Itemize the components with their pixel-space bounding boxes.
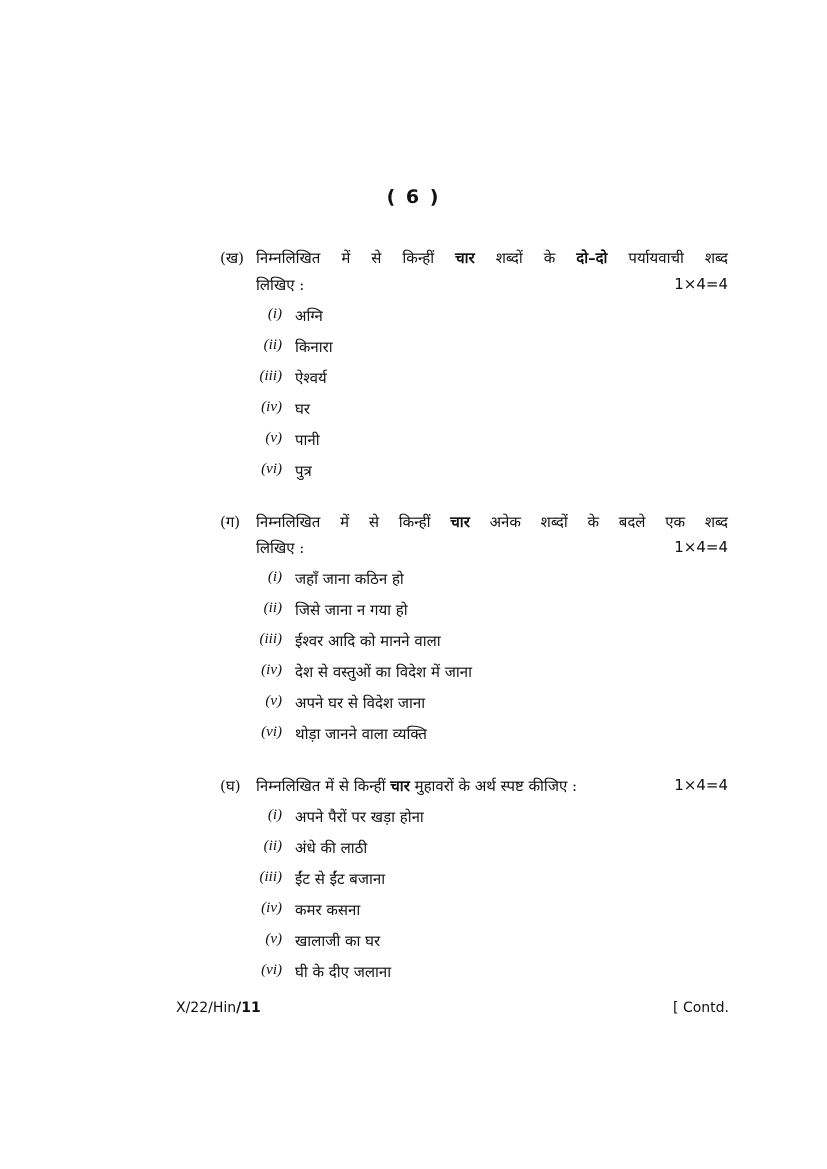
list-item: घर bbox=[295, 400, 311, 418]
question-label-gha: (घ) bbox=[220, 777, 241, 795]
question-text-part: निम्नलिखित में से किन्हीं bbox=[256, 249, 456, 267]
question-text-ga bbox=[256, 512, 728, 532]
item-number: (iii) bbox=[259, 631, 282, 647]
item-number: (vi) bbox=[261, 962, 282, 978]
paper-code-suffix: /11 bbox=[236, 1000, 261, 1016]
item-number: (ii) bbox=[263, 337, 282, 353]
item-number: (vi) bbox=[261, 724, 282, 740]
item-number: (i) bbox=[267, 807, 282, 823]
item-number: (iv) bbox=[261, 662, 282, 678]
question-text-bold: दो–दो bbox=[576, 249, 608, 267]
marks-gha: 1×4=4 bbox=[674, 776, 728, 794]
paper-code-prefix: X/22/Hin bbox=[176, 1000, 237, 1016]
question-text-part: शब्दों के bbox=[474, 249, 577, 267]
marks-ga: 1×4=4 bbox=[674, 538, 728, 556]
list-item: ईश्वर आदि को मानने वाला bbox=[295, 632, 441, 650]
question-label-ga: (ग) bbox=[220, 513, 241, 531]
page-number: ( 6 ) bbox=[386, 186, 441, 208]
question-text-bold: चार bbox=[455, 249, 475, 267]
question-text-part: मुहावरों के अर्थ स्पष्ट कीजिए : bbox=[409, 777, 578, 795]
list-item: अपने घर से विदेश जाना bbox=[295, 694, 426, 712]
item-number: (i) bbox=[267, 569, 282, 585]
list-item: खालाजी का घर bbox=[295, 932, 381, 950]
contd-label: [ Contd. bbox=[673, 1000, 729, 1016]
question-text-part: निम्नलिखित में से किन्हीं bbox=[256, 777, 391, 795]
question-text-part: पर्यायवाची शब्द bbox=[607, 249, 729, 267]
list-item: ईंट से ईंट बजाना bbox=[295, 870, 386, 888]
list-item: अपने पैरों पर खड़ा होना bbox=[295, 808, 424, 826]
item-number: (ii) bbox=[263, 838, 282, 854]
item-number: (v) bbox=[265, 430, 282, 446]
list-item: पुत्र bbox=[295, 462, 312, 480]
list-item: जहाँ जाना कठिन हो bbox=[295, 570, 404, 588]
paper-code bbox=[176, 1000, 261, 1016]
item-number: (i) bbox=[267, 306, 282, 322]
question-text-bold: चार bbox=[390, 777, 410, 795]
item-number: (v) bbox=[265, 693, 282, 709]
question-text-gha bbox=[256, 776, 577, 796]
item-number: (vi) bbox=[261, 461, 282, 477]
question-text-part: निम्नलिखित में से किन्हीं bbox=[256, 513, 451, 531]
item-number: (iv) bbox=[261, 900, 282, 916]
list-item: थोड़ा जानने वाला व्यक्ति bbox=[295, 725, 427, 743]
question-text-bold: चार bbox=[450, 513, 470, 531]
list-item: घी के दीए जलाना bbox=[295, 963, 392, 981]
list-item: जिसे जाना न गया हो bbox=[295, 601, 408, 619]
item-number: (iii) bbox=[259, 869, 282, 885]
question-continuation-kha: लिखिए : bbox=[256, 276, 305, 294]
question-text-part: अनेक शब्दों के बदले एक शब्द bbox=[469, 513, 728, 531]
list-item: ऐश्वर्य bbox=[295, 369, 327, 387]
item-number: (v) bbox=[265, 931, 282, 947]
item-number: (ii) bbox=[263, 600, 282, 616]
marks-kha: 1×4=4 bbox=[674, 275, 728, 293]
list-item: कमर कसना bbox=[295, 901, 361, 919]
list-item: अंधे की लाठी bbox=[295, 839, 368, 857]
list-item: पानी bbox=[295, 431, 320, 449]
list-item: अग्नि bbox=[295, 307, 323, 325]
item-number: (iv) bbox=[261, 399, 282, 415]
item-number: (iii) bbox=[259, 368, 282, 384]
question-text-kha bbox=[256, 248, 728, 268]
question-continuation-ga: लिखिए : bbox=[256, 539, 305, 557]
list-item: देश से वस्तुओं का विदेश में जाना bbox=[295, 663, 472, 681]
list-item: किनारा bbox=[295, 338, 333, 356]
question-label-kha: (ख) bbox=[220, 249, 244, 267]
